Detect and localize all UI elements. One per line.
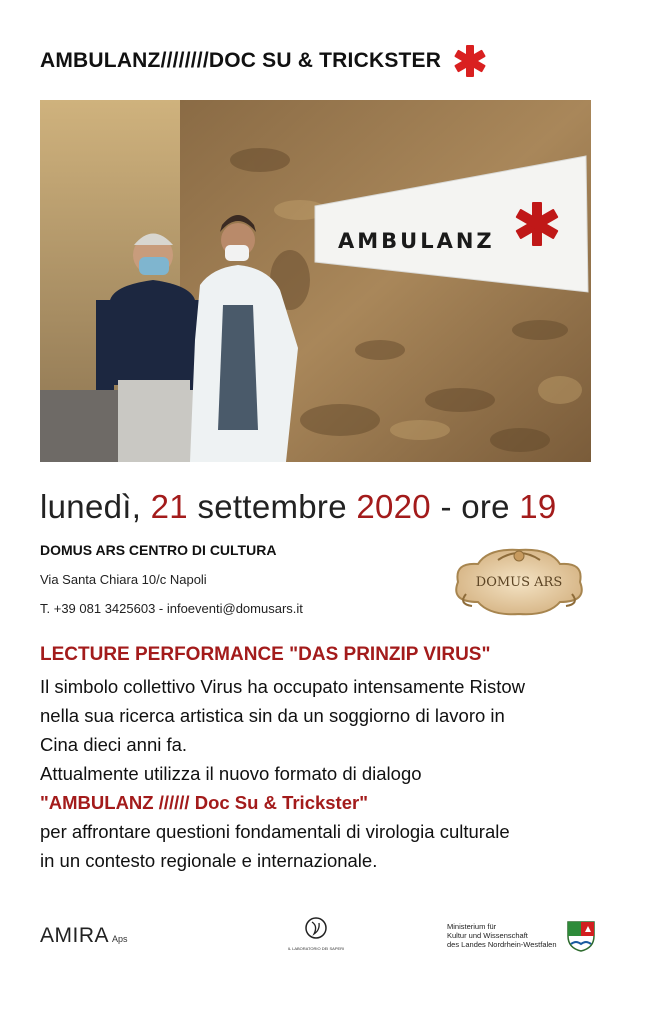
nrw-crest-icon: [566, 920, 596, 952]
amira-logo-sub: Aps: [112, 934, 128, 944]
page-title: AMBULANZ////////DOC SU & TRICKSTER: [40, 49, 442, 72]
laboratorio-emblem-icon: [304, 916, 328, 940]
ministry-logo-text: Ministerium für Kultur und Wissenschaft des Landes Nordrhein-Westfalen: [447, 922, 557, 949]
description-line-highlight: "AMBULANZ ////// Doc Su & Trickster": [40, 792, 368, 813]
description-line: in un contesto regionale e internazionale.: [40, 850, 378, 871]
description-line: Il simbolo collettivo Virus ha occupato intensamente Ristow: [40, 676, 526, 697]
event-date: [40, 488, 557, 526]
amira-logo-text: AMIRA: [40, 924, 110, 947]
event-month: settembre: [197, 488, 347, 525]
lecture-description: [40, 672, 620, 875]
event-photo: [40, 100, 591, 462]
lecture-title: LECTURE PERFORMANCE "DAS PRINZIP VIRUS": [40, 644, 491, 665]
laboratorio-logo: [286, 916, 346, 956]
event-day: lunedì,: [40, 488, 142, 525]
event-time-sep: - ore: [440, 488, 510, 525]
venue-name: DOMUS ARS CENTRO DI CULTURA: [40, 542, 277, 558]
laboratorio-caption: IL LABORATORIO DEI SAPERI: [287, 946, 345, 951]
domus-logo-text: DOMUS ARS: [475, 575, 563, 590]
event-time: 19: [519, 488, 557, 525]
venue-contact: T. +39 081 3425603 - infoeventi@domusars.it: [40, 601, 303, 616]
domus-ars-logo: [448, 542, 590, 618]
red-asterisk-icon: [453, 44, 487, 78]
event-date-number: 21: [150, 488, 188, 525]
description-line: per affrontare questioni fondamentali di virologia culturale: [40, 821, 510, 842]
event-year: 2020: [356, 488, 431, 525]
description-line: nella sua ricerca artistica sin da un soggiorno di lavoro in: [40, 705, 505, 726]
header: [40, 44, 487, 78]
amira-logo: [40, 924, 128, 948]
venue-address: Via Santa Chiara 10/c Napoli: [40, 572, 207, 587]
banner-text: AMBULANZ: [338, 229, 495, 253]
description-line: Attualmente utilizza il nuovo formato di dialogo: [40, 763, 422, 784]
description-line: Cina dieci anni fa.: [40, 734, 188, 755]
